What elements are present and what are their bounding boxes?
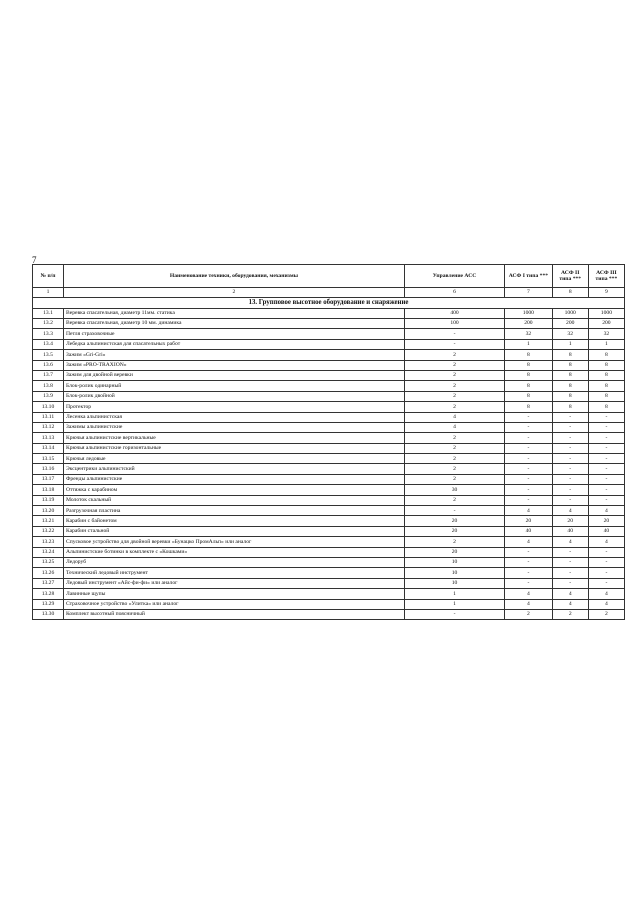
item-name: Зажим «PRO-TRAXION» <box>63 360 404 370</box>
asf3-qty: 8 <box>588 370 624 380</box>
row-number: 13.24 <box>33 547 64 557</box>
row-number: 13.11 <box>33 412 64 422</box>
equipment-table <box>32 264 625 620</box>
management-qty: 4 <box>404 422 504 432</box>
management-qty: - <box>404 506 504 516</box>
asf1-qty: 8 <box>505 381 553 391</box>
asf2-qty: 8 <box>552 381 588 391</box>
asf3-qty: 1 <box>588 339 624 349</box>
table-row <box>33 537 625 547</box>
table-row <box>33 506 625 516</box>
asf1-qty: 2 <box>505 609 553 619</box>
row-number: 13.21 <box>33 516 64 526</box>
item-name: Оттяжка с карабином <box>63 485 404 495</box>
row-number: 13.7 <box>33 370 64 380</box>
asf2-qty: 4 <box>552 589 588 599</box>
table-row <box>33 391 625 401</box>
item-name: Веревка спасательная, диаметр 11мм. статика <box>63 308 404 318</box>
row-number: 13.19 <box>33 495 64 505</box>
item-name: Ледовый инструмент «Айс-фи-фи» или аналог <box>63 578 404 588</box>
column-index: 7 <box>505 288 553 298</box>
asf2-qty: 8 <box>552 360 588 370</box>
table-row <box>33 485 625 495</box>
management-qty: 1 <box>404 589 504 599</box>
asf1-qty: - <box>505 474 553 484</box>
asf1-qty: - <box>505 485 553 495</box>
asf3-qty: - <box>588 433 624 443</box>
table-row <box>33 350 625 360</box>
table-row <box>33 433 625 443</box>
row-number: 13.20 <box>33 506 64 516</box>
header-asf-type-1: АСФ I типа *** <box>505 265 553 288</box>
asf3-qty: 4 <box>588 506 624 516</box>
item-name: Блок-ролик одинарный <box>63 381 404 391</box>
item-name: Спусковое устройство для двойной веревки «Бунацко ПромАльп» или аналог <box>63 537 404 547</box>
item-name: Технический ледовый инструмент <box>63 568 404 578</box>
row-number: 13.26 <box>33 568 64 578</box>
asf3-qty: 8 <box>588 360 624 370</box>
row-number: 13.29 <box>33 599 64 609</box>
asf2-qty: 32 <box>552 329 588 339</box>
column-index: 2 <box>63 288 404 298</box>
row-number: 13.25 <box>33 557 64 567</box>
table-row <box>33 557 625 567</box>
asf1-qty: 4 <box>505 537 553 547</box>
asf1-qty: 40 <box>505 526 553 536</box>
asf1-qty: - <box>505 443 553 453</box>
asf3-qty: 1000 <box>588 308 624 318</box>
asf2-qty: 1 <box>552 339 588 349</box>
header-asf-type-2: АСФ II типа *** <box>552 265 588 288</box>
row-number: 13.27 <box>33 578 64 588</box>
item-name: Петля страховочные <box>63 329 404 339</box>
asf3-qty: 32 <box>588 329 624 339</box>
asf1-qty: 4 <box>505 599 553 609</box>
column-index: 6 <box>404 288 504 298</box>
asf1-qty: - <box>505 547 553 557</box>
item-name: Крючья альпинистские горизонтальные <box>63 443 404 453</box>
row-number: 13.10 <box>33 402 64 412</box>
section-title: 13. Групповое высотное оборудование и снаряжение <box>33 298 625 309</box>
item-name: Френды альпинистские <box>63 474 404 484</box>
asf3-qty: 200 <box>588 318 624 328</box>
row-number: 13.23 <box>33 537 64 547</box>
asf1-qty: 8 <box>505 402 553 412</box>
asf3-qty: 8 <box>588 391 624 401</box>
asf1-qty: - <box>505 495 553 505</box>
asf1-qty: 8 <box>505 370 553 380</box>
section-row <box>33 298 625 309</box>
table-row <box>33 578 625 588</box>
management-qty: 4 <box>404 412 504 422</box>
management-qty: 2 <box>404 381 504 391</box>
asf3-qty: - <box>588 464 624 474</box>
asf1-qty: - <box>505 464 553 474</box>
management-qty: 2 <box>404 474 504 484</box>
asf3-qty: - <box>588 454 624 464</box>
management-qty: 2 <box>404 464 504 474</box>
management-qty: 2 <box>404 443 504 453</box>
item-name: Разгрузочная пластина <box>63 506 404 516</box>
header-row <box>33 265 625 288</box>
management-qty: 20 <box>404 526 504 536</box>
row-number: 13.13 <box>33 433 64 443</box>
asf2-qty: 8 <box>552 391 588 401</box>
asf2-qty: - <box>552 422 588 432</box>
asf2-qty: - <box>552 464 588 474</box>
asf3-qty: 20 <box>588 516 624 526</box>
management-qty: 10 <box>404 568 504 578</box>
table-row <box>33 464 625 474</box>
management-qty: 2 <box>404 370 504 380</box>
item-name: Блок-ролик двойной <box>63 391 404 401</box>
item-name: Зажим «Gri-Gri» <box>63 350 404 360</box>
item-name: Веревка спасательная, диаметр 10 мм. динамика <box>63 318 404 328</box>
management-qty: 2 <box>404 391 504 401</box>
item-name: Зажимы альпинистские <box>63 422 404 432</box>
asf3-qty: - <box>588 557 624 567</box>
column-index: 8 <box>552 288 588 298</box>
asf2-qty: - <box>552 485 588 495</box>
item-name: Страховочное устройство «Улитка» или аналог <box>63 599 404 609</box>
asf2-qty: 4 <box>552 506 588 516</box>
asf1-qty: 8 <box>505 350 553 360</box>
table-row <box>33 443 625 453</box>
header-name: Наименование техники, оборудования, механизмы <box>63 265 404 288</box>
asf1-qty: 1 <box>505 339 553 349</box>
table-row <box>33 609 625 619</box>
asf3-qty: 8 <box>588 381 624 391</box>
management-qty: 400 <box>404 308 504 318</box>
row-number: 13.22 <box>33 526 64 536</box>
asf2-qty: 200 <box>552 318 588 328</box>
row-number: 13.6 <box>33 360 64 370</box>
asf1-qty: - <box>505 568 553 578</box>
asf3-qty: - <box>588 474 624 484</box>
asf1-qty: 4 <box>505 506 553 516</box>
header-asf-type-3: АСФ III типа *** <box>588 265 624 288</box>
asf3-qty: - <box>588 412 624 422</box>
item-name: Эксцентрики альпинистский <box>63 464 404 474</box>
asf1-qty: - <box>505 557 553 567</box>
asf3-qty: - <box>588 485 624 495</box>
asf2-qty: - <box>552 433 588 443</box>
management-qty: 2 <box>404 433 504 443</box>
management-qty: 2 <box>404 360 504 370</box>
asf3-qty: 4 <box>588 599 624 609</box>
column-index-row <box>33 288 625 298</box>
item-name: Альпинистские ботинки в комплекте с «Кошками» <box>63 547 404 557</box>
column-index: 9 <box>588 288 624 298</box>
asf1-qty: 8 <box>505 391 553 401</box>
management-qty: 20 <box>404 547 504 557</box>
item-name: Карабин стальной <box>63 526 404 536</box>
asf3-qty: - <box>588 568 624 578</box>
header-number: № п/п <box>33 265 64 288</box>
table-row <box>33 474 625 484</box>
row-number: 13.2 <box>33 318 64 328</box>
asf3-qty: - <box>588 547 624 557</box>
management-qty: 10 <box>404 578 504 588</box>
item-name: Ледоруб <box>63 557 404 567</box>
table-row <box>33 329 625 339</box>
asf1-qty: - <box>505 433 553 443</box>
table-row <box>33 308 625 318</box>
asf2-qty: 40 <box>552 526 588 536</box>
asf3-qty: - <box>588 443 624 453</box>
row-number: 13.14 <box>33 443 64 453</box>
management-qty: 20 <box>404 516 504 526</box>
table-row <box>33 412 625 422</box>
row-number: 13.17 <box>33 474 64 484</box>
asf2-qty: 8 <box>552 350 588 360</box>
row-number: 13.28 <box>33 589 64 599</box>
asf3-qty: 40 <box>588 526 624 536</box>
management-qty: - <box>404 329 504 339</box>
management-qty: 30 <box>404 485 504 495</box>
asf1-qty: 200 <box>505 318 553 328</box>
asf3-qty: - <box>588 422 624 432</box>
asf3-qty: 4 <box>588 537 624 547</box>
asf2-qty: - <box>552 454 588 464</box>
table-row <box>33 381 625 391</box>
asf1-qty: - <box>505 578 553 588</box>
management-qty: 2 <box>404 402 504 412</box>
asf3-qty: - <box>588 578 624 588</box>
row-number: 13.9 <box>33 391 64 401</box>
page-number: 7 <box>32 255 37 265</box>
asf1-qty: 32 <box>505 329 553 339</box>
asf2-qty: - <box>552 578 588 588</box>
table-row <box>33 568 625 578</box>
asf2-qty: 4 <box>552 599 588 609</box>
row-number: 13.5 <box>33 350 64 360</box>
asf2-qty: - <box>552 495 588 505</box>
asf3-qty: 8 <box>588 350 624 360</box>
table-row <box>33 495 625 505</box>
asf2-qty: - <box>552 412 588 422</box>
asf3-qty: 4 <box>588 589 624 599</box>
row-number: 13.18 <box>33 485 64 495</box>
management-qty: - <box>404 339 504 349</box>
table-row <box>33 339 625 349</box>
item-name: Карабин с байонетом <box>63 516 404 526</box>
row-number: 13.30 <box>33 609 64 619</box>
column-index: 1 <box>33 288 64 298</box>
table-row <box>33 589 625 599</box>
row-number: 13.1 <box>33 308 64 318</box>
header-management: Управление АСС <box>404 265 504 288</box>
asf2-qty: 1000 <box>552 308 588 318</box>
row-number: 13.15 <box>33 454 64 464</box>
item-name: Молоток скальный <box>63 495 404 505</box>
table-row <box>33 526 625 536</box>
asf2-qty: - <box>552 568 588 578</box>
table-row <box>33 370 625 380</box>
asf2-qty: - <box>552 547 588 557</box>
table-row <box>33 454 625 464</box>
asf2-qty: 4 <box>552 537 588 547</box>
management-qty: 2 <box>404 537 504 547</box>
asf2-qty: 2 <box>552 609 588 619</box>
asf2-qty: - <box>552 474 588 484</box>
asf3-qty: - <box>588 495 624 505</box>
asf3-qty: 2 <box>588 609 624 619</box>
table-row <box>33 318 625 328</box>
row-number: 13.16 <box>33 464 64 474</box>
table-row <box>33 516 625 526</box>
asf2-qty: - <box>552 557 588 567</box>
management-qty: 1 <box>404 599 504 609</box>
item-name: Крючья ледовые <box>63 454 404 464</box>
table-row <box>33 402 625 412</box>
item-name: Лавинные щупы <box>63 589 404 599</box>
row-number: 13.12 <box>33 422 64 432</box>
asf1-qty: 4 <box>505 589 553 599</box>
item-name: Комплект высотный поясничный <box>63 609 404 619</box>
item-name: Крючья альпинистские вертикальные <box>63 433 404 443</box>
item-name: Зажим для двойной веревки <box>63 370 404 380</box>
management-qty: 2 <box>404 495 504 505</box>
asf2-qty: - <box>552 443 588 453</box>
asf1-qty: 8 <box>505 360 553 370</box>
row-number: 13.3 <box>33 329 64 339</box>
asf1-qty: - <box>505 454 553 464</box>
asf1-qty: - <box>505 422 553 432</box>
management-qty: - <box>404 609 504 619</box>
asf2-qty: 8 <box>552 370 588 380</box>
table-row <box>33 599 625 609</box>
management-qty: 100 <box>404 318 504 328</box>
asf1-qty: 1000 <box>505 308 553 318</box>
asf2-qty: 20 <box>552 516 588 526</box>
row-number: 13.8 <box>33 381 64 391</box>
management-qty: 10 <box>404 557 504 567</box>
asf2-qty: 8 <box>552 402 588 412</box>
item-name: Лебедка альпинистская для спасательных работ <box>63 339 404 349</box>
management-qty: 2 <box>404 454 504 464</box>
asf3-qty: 8 <box>588 402 624 412</box>
table-row <box>33 547 625 557</box>
table-row <box>33 422 625 432</box>
item-name: Лесенка альпинистская <box>63 412 404 422</box>
table-row <box>33 360 625 370</box>
asf1-qty: - <box>505 412 553 422</box>
row-number: 13.4 <box>33 339 64 349</box>
management-qty: 2 <box>404 350 504 360</box>
asf1-qty: 20 <box>505 516 553 526</box>
item-name: Протектор <box>63 402 404 412</box>
